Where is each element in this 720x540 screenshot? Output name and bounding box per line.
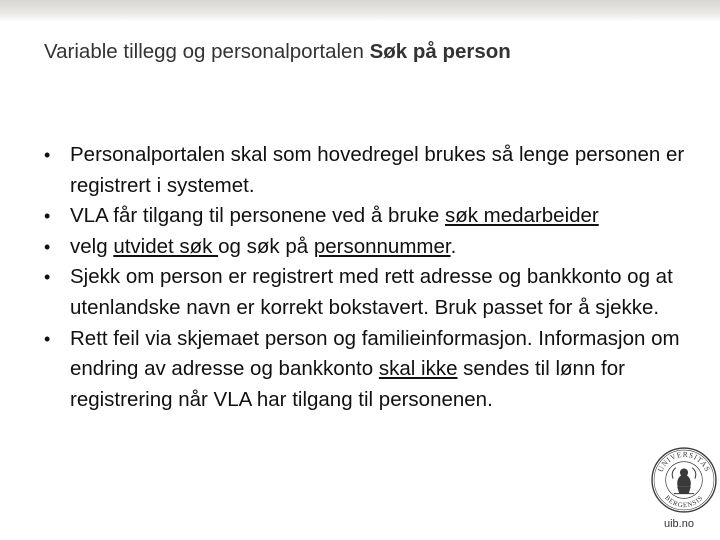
- bullet-text: Personalportalen skal som hovedregel brukes så lenge personen er registrert i systemet.: [70, 143, 685, 197]
- slide-title-emphasis: Søk på person: [369, 40, 511, 63]
- bullet-item: [44, 232, 704, 263]
- bullet-text: VLA får tilgang til personene ved å bruke: [70, 204, 445, 228]
- top-band: [0, 0, 720, 22]
- bullet-list: [44, 140, 704, 415]
- seal-text-top: UNIVERSITAS: [655, 449, 713, 474]
- bullet-text: Rett feil via skjemaet person og familieinformasjon. Informasjon om endring av adresse og bankkonto: [70, 326, 680, 381]
- bullet-text: Sjekk om person er registrert med rett adresse og bankkonto og at utenlandske navn er korrekt bokstavert. Bruk passet for å sjekke.: [70, 265, 673, 319]
- link-personnummer[interactable]: personnummer: [313, 234, 451, 258]
- bullet-item: [44, 262, 704, 323]
- seal-text-bottom: BERGENSIS: [663, 494, 705, 510]
- link-sok-medarbeider[interactable]: søk medarbeider: [444, 204, 599, 228]
- slide-title: [44, 40, 684, 64]
- bullet-item: [44, 201, 704, 232]
- bullet-text: og søk på: [218, 234, 314, 258]
- bullet-item: [44, 324, 704, 416]
- slide-title-prefix: Variable tillegg og personalportalen: [44, 40, 370, 63]
- link-utvidet-sok[interactable]: utvidet søk: [113, 234, 219, 258]
- bullet-text: sendes til lønn for registrering når VLA har tilgang til personenen.: [70, 357, 625, 411]
- emphasis-skal-ikke: skal ikke: [378, 357, 458, 381]
- footer-url[interactable]: uib.no: [664, 518, 694, 530]
- bullet-item: [44, 140, 704, 201]
- bullet-text: .: [450, 234, 457, 258]
- bullet-text: velg: [70, 234, 114, 258]
- university-seal-icon: [650, 446, 718, 514]
